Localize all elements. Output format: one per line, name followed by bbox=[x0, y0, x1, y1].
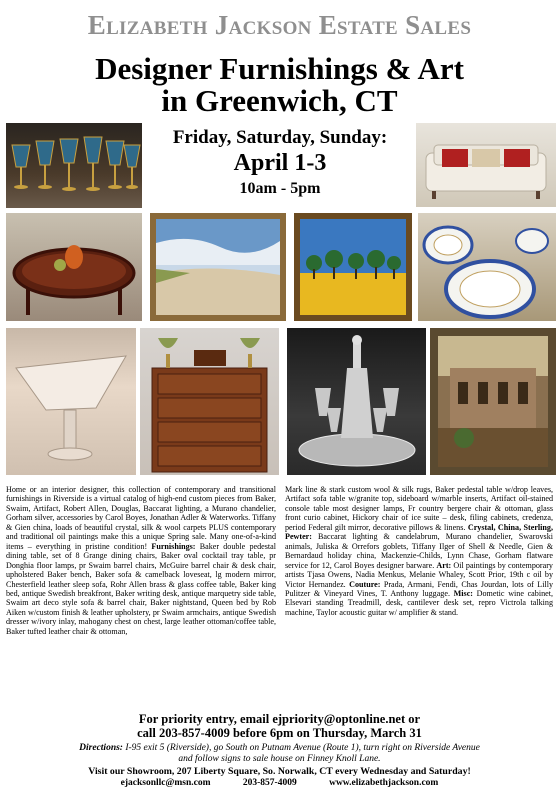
directions-text-1: I-95 exit 5 (Riverside), go South on Putnam Avenue (Route 1), turn right on Riverside Avenue bbox=[122, 743, 480, 753]
priority-line-1: For priority entry, email ejpriority@optonline.net or bbox=[138, 712, 421, 726]
furnishings-label: Furnishings: bbox=[151, 541, 196, 551]
company-header: Elizabeth Jackson Estate Sales bbox=[87, 10, 472, 40]
showroom-notice: Visit our Showroom, 207 Liberty Square, So. Norwalk, CT every Wednesday and Saturday! bbox=[88, 766, 471, 777]
sale-hours: 10am - 5pm bbox=[239, 180, 321, 197]
misc-label: Misc: bbox=[453, 588, 473, 598]
intro-text: Home or an interior designer, this collection of contemporary and transitional furnishings in Riverside is a virtual catalog of high-end custom pieces from Baker, Swaim, Artifact, Robert Allen, Douglas, Baccarat lighting, a Murano chandelier, Gorham silver, accessories by Carol Boyes, Jonathan Adler & Waterworks. Tiffany & Gien china, loads of beautiful crystal, silk & wool carpets PLUS contemporary and traditional oil paintings make this a unique Spring sale. Many one-of-a-kind items – everything in pristine condition! bbox=[6, 485, 276, 551]
misc-text: Dometic wine cabinet, Elsevari standing Treadmill, desk, cantilever desk set, repro Victrola talking machine, Taylor acoustic guitar w/ amplifier & stand. bbox=[285, 588, 553, 617]
sale-dates: April 1-3 bbox=[233, 150, 327, 176]
photo-tray-table bbox=[6, 213, 142, 321]
photo-crystal-bowl bbox=[6, 328, 136, 475]
couture-label: Couture: bbox=[349, 579, 381, 589]
art-label: Art: bbox=[436, 560, 452, 570]
contact-website[interactable]: www.elizabethjackson.com bbox=[329, 778, 439, 788]
photo-silver-decanter-set bbox=[287, 328, 426, 475]
description-column-1 bbox=[6, 485, 276, 636]
contact-line bbox=[0, 778, 559, 788]
photo-sofa bbox=[416, 123, 556, 207]
contact-email[interactable]: ejacksonllc@msn.com bbox=[120, 778, 211, 788]
furnishings-text: Baker double pedestal dining table, set of 8 Grange dining chairs, Baker oval cocktail tray table, pr Donghia floor lamps, pr Swaim barrel chairs, McGuire barrel chair & desk chair, upholstered Baker bench, Baker sofa & camelback loveseat, lg modern mirror, Chesterfield leather sleep sofa, Rohr Allen brass & glass coffee table, Baker king bed, antique Swedish breakfront, Baker writing desk, antique marquetry side table, Swaim art deco style sofa & barrel chair, Baker nightstand, Queen bed by Rob Aiken w/custom finish & leather upholstery, pr Swaim armchairs, antique Swedish dresser w/ivory inlay, mahogany chest on chest, large leather ottoman/coffee table, Baker tufted leather chair & ottoman, bbox=[6, 541, 277, 636]
sale-title bbox=[0, 53, 559, 117]
crystal-label: Crystal, China, Sterling, Pewter: bbox=[285, 522, 553, 542]
photo-trees-painting bbox=[294, 213, 412, 321]
directions-text-2: and follow signs to sale house on Finney Knoll Lane. bbox=[178, 754, 381, 764]
art-text: Oil paintings by contemporary artists Tjasa Owens, Nadia Menkus, Melanie Whaley, Scott Prior, 19th c oil by Victor Hernandez. bbox=[285, 560, 553, 589]
description-column-2 bbox=[285, 485, 553, 617]
priority-entry bbox=[0, 712, 559, 740]
photo-china-plates bbox=[418, 213, 556, 321]
crystal-text: Baccarat lighting & candelabrum, Murano chandelier, Swarovski animals, Juliska & Orrefors goblets, Tiffany Ilger of Shell & Needle, Gien & Bernardaud holiday china, Mackenzie-Childs, Lynn Chase, Gorham flatware service for 12, Carol Boyes designer barware. bbox=[285, 532, 553, 570]
photo-chest-of-drawers bbox=[140, 328, 279, 475]
contact-phone: 203-857-4009 bbox=[242, 778, 297, 788]
photo-beach-painting bbox=[150, 213, 286, 321]
priority-line-2: call 203-857-4009 before 6pm on Thursday, March 31 bbox=[137, 726, 422, 740]
title-line-2: in Greenwich, CT bbox=[161, 83, 398, 118]
directions-label: Directions: bbox=[79, 743, 123, 753]
furnishings-continued: Mark line & stark custom wool & silk rugs, Baker pedestal table w/drop leaves, Artifact sofa table w/granite top, sideboard w/marble inserts, Artifact oil-stained console table most designer lamps, Fr country bergere chair & ottoman, glass front curio cabinet, Hickory chair of ice suite – desk, filing cabinets, credenza, period Federal gilt mirror, decorative pillows & linens. bbox=[285, 485, 553, 532]
sale-days: Friday, Saturday, Sunday: bbox=[172, 127, 388, 148]
photo-goblets bbox=[6, 123, 142, 208]
photo-courtyard-painting bbox=[430, 328, 556, 475]
directions bbox=[0, 743, 559, 765]
couture-text: Prada, Armani, Fendi, Chas Jourdan, lots of Lilly Pulitzer & Vineyard Vines, T. Anthony luggage. bbox=[285, 579, 553, 598]
title-line-1: Designer Furnishings & Art bbox=[95, 51, 464, 86]
